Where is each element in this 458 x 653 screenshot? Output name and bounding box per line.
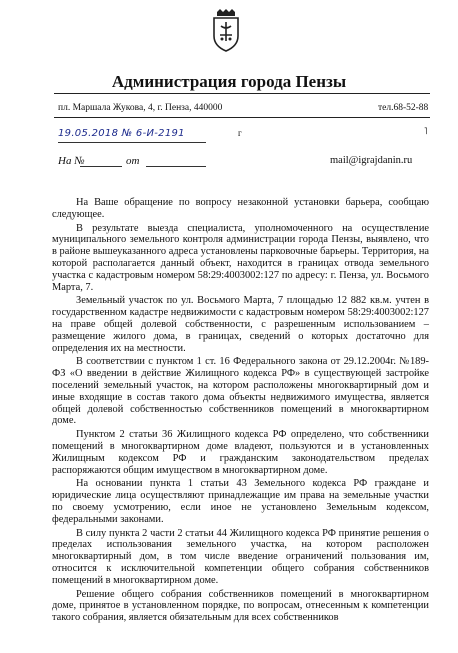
body-paragraph: В силу пункта 2 части 2 статьи 44 Жилищного кодекса РФ принятие решения о пределах использования земельного участка, на котором расположен многоквартирный дом, в том числе введение ограничений пользования им, относится к исключительной компетенции общего собрания собственников помещений в многоквартирном доме. [52,527,429,586]
org-address: пл. Маршала Жукова, 4, г. Пенза, 440000 [58,103,223,113]
city-coat-of-arms-icon [211,8,241,52]
handwritten-registration: 19.05.2018 № 6-И-2191 [58,128,185,139]
corner-mark-left: г [238,128,242,138]
reference-from-label: от [126,155,140,167]
recipient-email: mail@igrajdanin.ru [330,155,413,166]
org-phone: тел.68-52-88 [378,103,429,113]
header-divider-top [54,93,430,94]
body-paragraph: В результате выезда специалиста, уполномоченного на осуществление муниципального земельного контроля администрации города Пензы, выявлено, что в районе вышеуказанного адреса установлены парковочные барьеры. Территория, на которой располагается данный объект, находится в границах отвода земельного участка с кадастровым номером 58:29:4003002:127 по адресу: г. Пенза, ул. Восьмого Марта, 7. [52,222,429,293]
body-paragraph: На основании пункта 1 статьи 43 Земельного кодекса РФ граждане и юридические лица осуществляют принадлежащие им права на земельные участки по своему усмотрению, если иное не установлено Земельным кодексом, федеральными законами. [52,478,429,525]
org-title: Администрация города Пензы [111,72,347,91]
body-paragraph: Пунктом 2 статьи 36 Жилищного кодекса РФ определено, что собственники помещений в многоквартирном доме владеют, пользуются и в установленных Жилищным кодексом РФ и гражданским законодательством пределах распоряжаются общим имуществом в многоквартирном доме. [52,429,429,476]
reference-number-line [80,166,122,167]
registration-underline [58,142,206,143]
body-paragraph: Решение общего собрания собственников помещений в многоквартирном доме, принятое в установленном порядке, по вопросам, отнесенным к компетенции такого собрания, является обязательным для всех собственников [52,588,429,624]
header-divider-bottom [54,117,430,118]
body-paragraph: На Ваше обращение по вопросу незаконной установки барьера, сообщаю следующее. [52,197,429,220]
body-paragraph: Земельный участок по ул. Восьмого Марта, 7 площадью 12 882 кв.м. учтен в государственном кадастре недвижимости с кадастровым номером 58:29:4003002:127 на праве общей долевой собственности, с разрешенным использованием – размещение жилого дома, в границах, сведений о которых достаточно для определения их на местности. [52,295,429,354]
reference-number-label: На № [58,155,85,167]
reference-date-line [146,166,206,167]
letter-body [52,197,429,626]
corner-mark-right: ˥ [424,126,428,136]
body-paragraph: В соответствии с пунктом 1 ст. 16 Федерального закона от 29.12.2004г. №189-ФЗ «О введении в действие Жилищного кодекса РФ» в существующей застройке поселений земельный участок, на котором расположены многоквартирный дом и иные входящие в состав такого дома объекты недвижимого имущества, является общей долевой собственностью собственников помещений в многоквартирном доме. [52,356,429,427]
